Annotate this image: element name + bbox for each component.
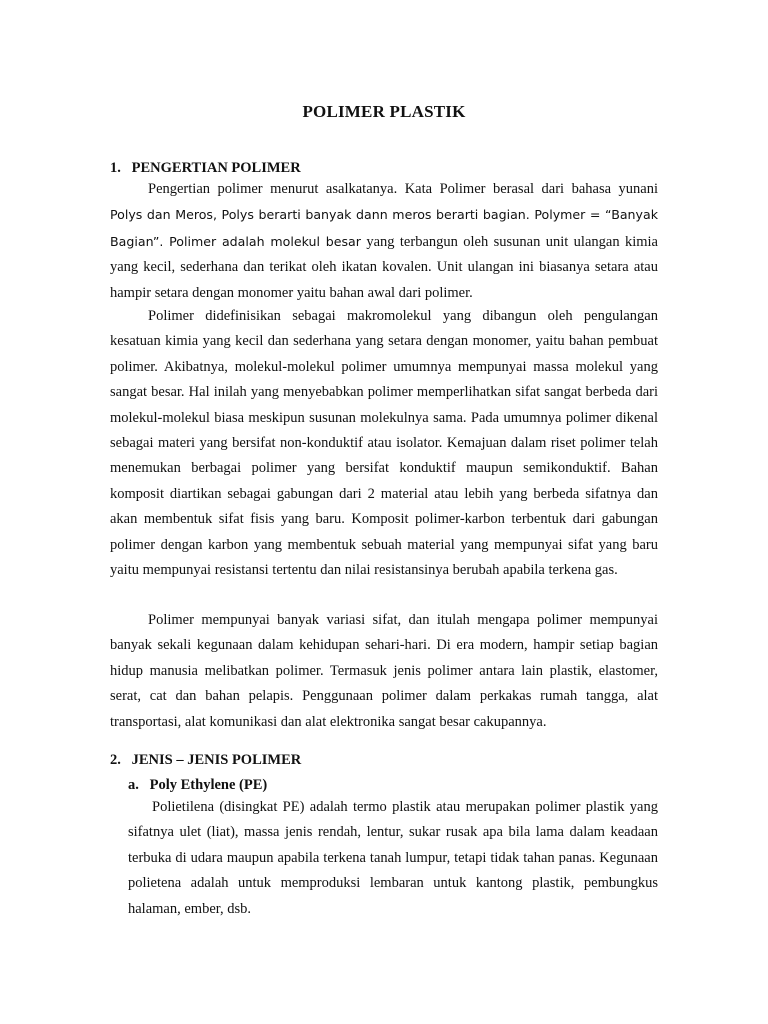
subsection-title: Poly Ethylene (PE) [149, 777, 268, 793]
section-heading-1 [110, 160, 301, 177]
section-title: PENGERTIAN POLIMER [131, 160, 301, 176]
section-title: JENIS – JENIS POLIMER [131, 752, 302, 768]
paragraph: Polietilena (disingkat PE) adalah termo plastik atau merupakan polimer plastik yang sifatnya ulet (liat), massa jenis rendah, lentur, sukar rusak apa bila lama dalam keadaan terbuka di udara maupun apabila terkena tanah lumpur, tetapi tidak tahan panas. Kegunaan polietena adalah untuk memproduksi lembaran untuk kantong plastik, pembungkus halaman, ember, dsb. [128, 799, 658, 917]
section-number: 1. [110, 160, 121, 176]
paragraph-text: yang terbangun oleh susunan unit ulangan kimia yang kecil, sederhana dan terikat oleh ikatan kovalen. Unit ulangan ini biasanya setara atau hampir setara dengan monomer yaitu bahan awal dari polimer. [110, 233, 658, 301]
section-heading-2 [110, 752, 301, 769]
section-number: 2. [110, 752, 121, 768]
subsection-heading [128, 777, 267, 794]
paragraph: Polimer mempunyai banyak variasi sifat, dan itulah mengapa polimer mempunyai banyak sekali kegunaan dalam kehidupan sehari-hari. Di era modern, hampir setiap bagian hidup manusia melibatkan polimer. Termasuk jenis polimer antara lain plastik, elastomer, serat, cat dan bahan pelapis. Penggunaan polimer dalam perkakas rumah tangga, alat transportasi, alat komunikasi dan alat elektronika sangat besar cakupannya. [110, 612, 658, 730]
paragraph: Polimer didefinisikan sebagai makromolekul yang dibangun oleh pengulangan kesatuan kimia yang kecil dan sederhana yang setara dengan monomer, yaitu bahan pembuat polimer. Akibatnya, molekul-molekul polimer umumnya mempunyai massa molekul yang sangat besar. Hal inilah yang menyebabkan polimer memperlihatkan sifat sangat berbeda dari molekul-molekul biasa meskipun susunan molekulnya sama. Pada umumnya polimer dikenal sebagai materi yang bersifat non-konduktif atau isolator. Kemajuan dalam riset polimer telah menemukan berbagai polimer yang bersifat konduktif maupun semikonduktif. Bahan komposit diartikan sebagai gabungan dari 2 material atau lebih yang berbeda sifatnya dan akan membentuk sifat fisis yang baru. Komposit polimer-karbon terbentuk dari gabungan polimer dengan karbon yang membentuk sebuah material yang mempunyai sifat yang baru yaitu mempunyai resistansi tertentu dan nilai resistansinya berubah apabila terkena gas. [110, 308, 658, 579]
paragraph-text: Pengertian polimer menurut asalkatanya. Kata Polimer berasal dari bahasa yunani [148, 181, 658, 197]
paragraph [110, 177, 658, 306]
paragraph-text-sans: Polys dan Meros, Polys berarti banyak dann meros berarti bagian. Polymer = “Banyak Bagian”. Polimer adalah molekul besar [110, 207, 658, 249]
page-title: POLIMER PLASTIK [302, 102, 466, 121]
subsection-letter: a. [128, 777, 139, 793]
